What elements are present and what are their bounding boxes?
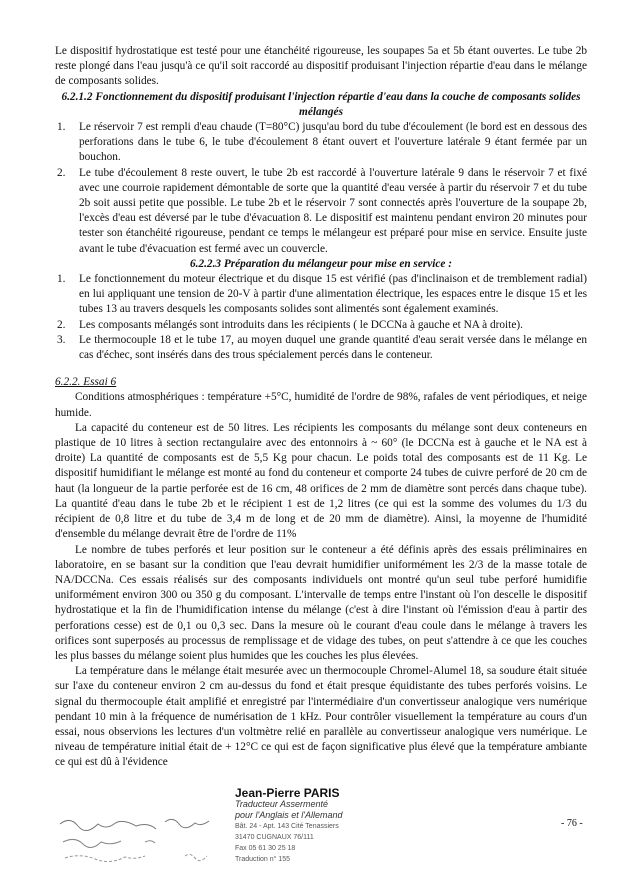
list-item <box>55 272 587 318</box>
translator-city: 31470 CUGNAUX 76/111 <box>235 834 314 841</box>
procedure-list-1 <box>55 120 587 257</box>
list-number: 3. <box>57 333 66 346</box>
handwritten-signature <box>55 812 255 867</box>
list-item <box>55 318 587 333</box>
procedure-list-2 <box>55 272 587 363</box>
translator-fax: Fax 05 61 30 25 18 <box>235 845 296 852</box>
page-number: - 76 - <box>561 818 583 829</box>
document-body <box>55 44 587 771</box>
intro-paragraph: Le dispositif hydrostatique est testé pour une étanchéité rigoureuse, les soupapes 5a et 5b étant ouvertes. Le tube 2b reste plongé dans l'eau jusqu'à ce qu'il soit raccordé au dispositif produisant l'injection répartie d'eau dans le mélange de composants solides. <box>55 45 587 88</box>
paragraph-temperature: La température dans le mélange était mesurée avec un thermocouple Chromel-Alumel 18, sa soudure était située sur l'axe du conteneur environ 2 cm au-dessus du fond et était presque équidistante des tubes perforés voisins. Le signal du thermocouple était amplifié et enregistré par l'intermédiaire d'un convertisseur analogique vers numérique pendant 10 min à la fréquence de numérisation de 1 kHz. Pour contrôler visuellement la température au cours d'un essai, nous observions les lectures d'un voltmètre relié en parallèle au convertisseur analogique vers numérique. Le niveau de température initial était de + 12°C ce qui est de façon significative plus élevé que la température ambiante ce qui est dû à l'évidence <box>55 665 587 769</box>
translation-number: Traduction n° 155 <box>235 856 291 863</box>
paragraph-tubes: Le nombre de tubes perforés et leur position sur le conteneur a été définis après des essais préliminaires en laboratoire, en se basant sur la condition que l'eau devrait humidifier uniformément les 2/3 de la masse totale de NA/DCCNa. Ces essais réalisés sur des composants individuels ont montré qu'un seul tube perforé humidifie uniformément environ 300 ou 350 g du composant. L'intervalle de temps entre l'instant où l'on descelle le dispositif hydrostatique et la fin de l'humidification intense du mélange (c'est à dire l'instant où l'émission d'eau à partir des perforations cesse) est de 0,1 ou 0,3 sec. Dans la mesure où le courant d'eau coule dans le mélange à travers les orifices sont superposés au processus de remplissage et de vidage des tubes, on peut s'attendre à ce que les couches les plus basses du mélange soient plus humides que les couches les plus élevées. <box>55 543 587 662</box>
list-item <box>55 120 587 166</box>
list-item-text: Le thermocouple 18 et le tube 17, au moyen duquel une grande quantité d'eau serait versée dans le mélange en cas d'échec, sont insérés dans des trous spécialement percés dans le conteneur. <box>79 333 587 362</box>
translator-title: Traducteur Assermenté <box>235 799 329 809</box>
list-number: 1. <box>57 121 66 134</box>
list-number: 1. <box>57 273 66 286</box>
list-item-text: Les composants mélangés sont introduits dans les récipients ( le DCCNa à gauche et NA à droite). <box>79 318 523 331</box>
section-heading-6-2-1-2: 6.2.1.2 Fonctionnement du dispositif produisant l'injection répartie d'eau dans la couche de composants solides mélangés <box>61 90 581 118</box>
section-heading-essai-6: 6.2.2. Essai 6 <box>55 376 117 389</box>
paragraph-capacity: La capacité du conteneur est de 50 litres. Les récipients les composants du mélange sont deux conteneurs en plastique de 10 litres à section rectangulaire avec des entonnoirs à ~ 60° (le DCCNa est à gauche et le NA est à droite) La quantité de composants est de 5,5 Kg pour chacun. Le poids total des composants est de 11 Kg. Le dispositif humidifiant le mélange est monté au fond du conteneur et comporte 24 tubes de cuivre perforé de 20 cm de haut (la longueur de la partie perforée est de 16 cm, 48 orifices de 2 mm de diamètre sont percés dans chaque tube). La quantité d'eau dans le tube 2b et le récipient 1 est de 1,2 litres (ce qui est la somme des volumes du 1/3 du récipient de 0,8 litre et du tube de 3,4 m de long et de 20 mm de diamètre). Ainsi, la moyenne de l'humidité d'ensemble du mélange devrait être de l'ordre de 11% <box>55 421 587 541</box>
translator-languages: pour l'Anglais et l'Allemand <box>235 810 343 820</box>
list-item <box>55 333 587 363</box>
section-heading-6-2-2-3: 6.2.2.3 Préparation du mélangeur pour mise en service : <box>189 257 453 270</box>
list-item-text: Le fonctionnement du moteur électrique et du disque 15 est vérifié (pas d'inclinaison et de tremblement radial) en lui appliquant une tension de 20-V à partir d'une alimentation électrique, les espaces entre le disque 15 et les tubes 13 au travers desquels les composants solides sont alimentés sont également examinés. <box>79 273 587 316</box>
list-item-text: Le réservoir 7 est rempli d'eau chaude (T=80°C) jusqu'au bord du tube d'écoulement (le bord est en dessous des perforations dans le tube 6, le tube d'écoulement 8 étant ouvert et l'ouverture latérale 9 étant fermée par un bouchon. <box>79 121 587 164</box>
list-item-text: Le tube d'écoulement 8 reste ouvert, le tube 2b est raccordé à l'ouverture latérale 9 dans le réservoir 7 et fixé avec une courroie rapidement démontable de sorte que la quantité d'eau versée à partir du réservoir 7 et du tube 2b soit aussi petite que possible. Le tube 2b et le réservoir 7 sont connectés après l'ouverture de la soupape 2b, l'excès d'eau est déversé par le tube d'évacuation 8. Le dispositif est maintenu pendant environ 20 minutes pour tester son étanchéité rigoureuse, pendant ce temps le mélangeur est préparé pour mise en service. Ensuite juste avant le tube d'évacuation est fermé avec un couvercle. <box>79 166 587 255</box>
translator-name: Jean-Pierre PARIS <box>235 786 340 800</box>
list-item <box>55 166 587 257</box>
translator-address: Bât. 24 - Apt. 143 Cité Tenassiers <box>235 823 339 830</box>
list-number: 2. <box>57 166 66 179</box>
paragraph-conditions: Conditions atmosphériques : température +5°C, humidité de l'ordre de 98%, rafales de vent périodiques, et neige humide. <box>55 391 587 419</box>
translator-stamp <box>235 788 405 865</box>
list-number: 2. <box>57 318 66 331</box>
